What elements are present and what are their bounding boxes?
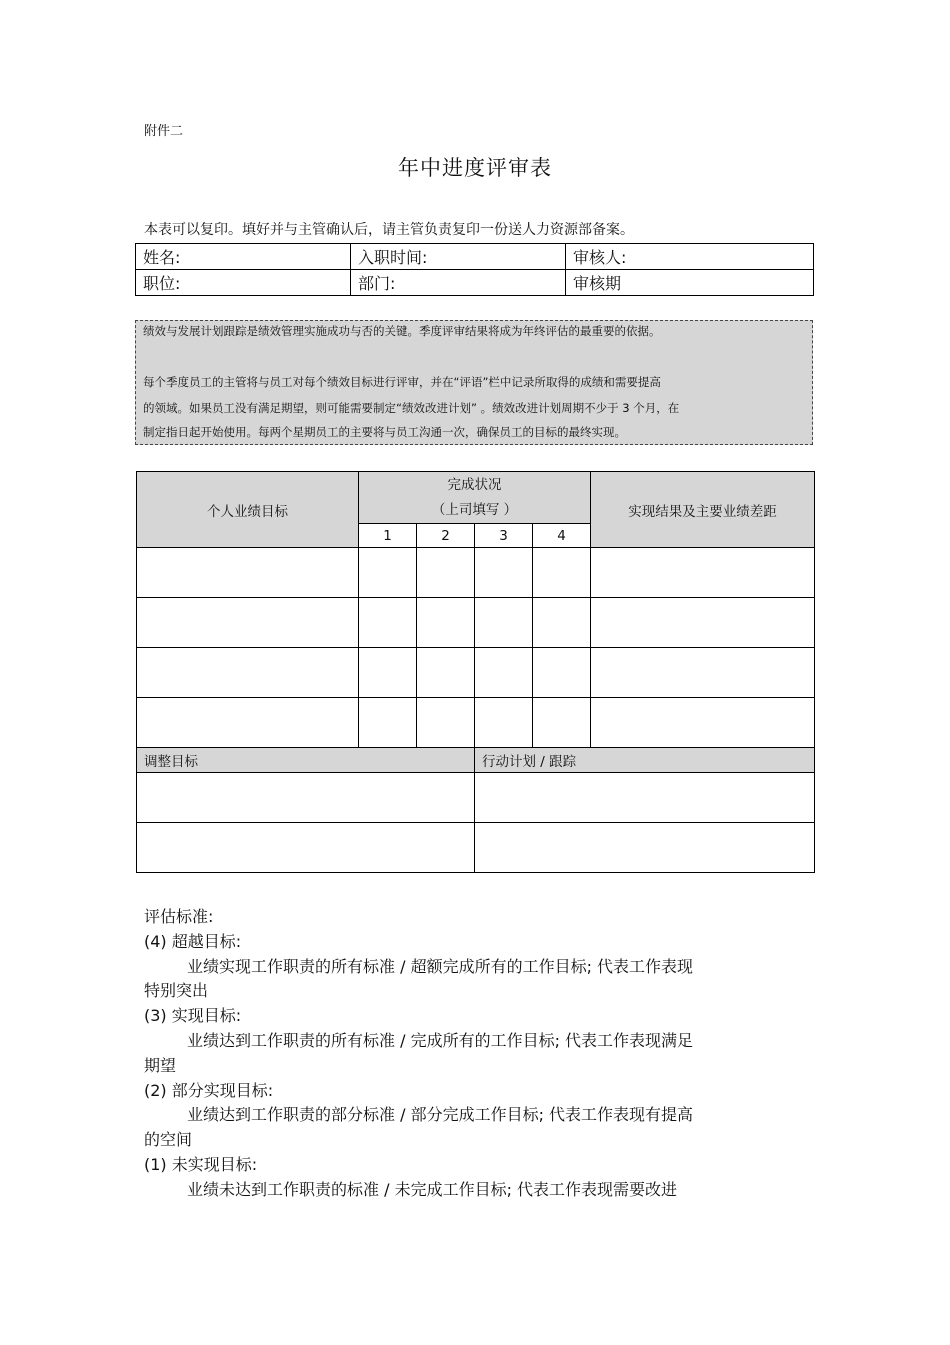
result-cell[interactable] [591,648,815,698]
rating-header: 1 [359,524,417,548]
rating-cell[interactable] [359,648,417,698]
action-plan-header: 行动计划 / 跟踪 [475,748,815,773]
criterion-2-cont: 的空间 [144,1130,193,1150]
table-row [137,773,815,823]
goal-column-header: 个人业绩目标 [137,472,359,548]
criterion-1-desc: 业绩未达到工作职责的标准 / 未完成工作目标; 代表工作表现需要改进 [187,1179,678,1199]
goal-cell[interactable] [137,548,359,598]
rating-cell[interactable] [533,598,591,648]
note-line: 绩效与发展计划跟踪是绩效管理实施成功与否的关键。季度评审结果将成为年终评估的最重要的依据。 [143,324,661,338]
adjust-goal-header: 调整目标 [137,748,475,773]
rating-cell[interactable] [359,548,417,598]
result-cell[interactable] [591,698,815,748]
rating-cell[interactable] [475,648,533,698]
status-subtitle: （上司填写 ） [431,501,518,518]
table-row [137,648,815,698]
adjust-goal-cell[interactable] [137,773,475,823]
rating-header: 2 [417,524,475,548]
criterion-2-title: (2) 部分实现目标: [144,1080,274,1100]
goal-cell[interactable] [137,648,359,698]
action-plan-cell[interactable] [475,823,815,873]
criterion-2-desc: 业绩达到工作职责的部分标准 / 部分完成工作目标; 代表工作表现有提高 [187,1105,694,1125]
rating-cell[interactable] [417,598,475,648]
rating-cell[interactable] [533,648,591,698]
goals-table [136,471,815,873]
rating-header: 3 [475,524,533,548]
note-line: 每个季度员工的主管将与员工对每个绩效目标进行评审，并在“评语”栏中记录所取得的成绩和需要提高 [143,375,661,389]
note-line: 的领域。如果员工没有满足期望，则可能需要制定“绩效改进计划” 。绩效改进计划周期不少于 3 个月，在 [143,401,680,415]
criterion-1-title: (1) 未实现目标: [144,1154,258,1174]
position-field[interactable]: 职位: [136,270,351,296]
rating-cell[interactable] [475,598,533,648]
criterion-3-title: (3) 实现目标: [144,1006,242,1026]
result-cell[interactable] [591,548,815,598]
table-row [137,823,815,873]
attachment-label: 附件二 [144,124,184,139]
status-column-header [359,472,591,524]
reviewer-field[interactable]: 审核人: [566,244,814,270]
rating-cell[interactable] [475,698,533,748]
result-column-header: 实现结果及主要业绩差距 [591,472,815,548]
criteria-heading: 评估标准: [144,907,214,926]
name-field[interactable]: 姓名: [136,244,351,270]
rating-cell[interactable] [359,698,417,748]
department-field[interactable]: 部门: [351,270,566,296]
note-line: 制定指日起开始使用。每两个星期员工的主要将与员工沟通一次，确保员工的目标的最终实现。 [143,425,626,439]
result-cell[interactable] [591,598,815,648]
table-row [137,698,815,748]
goal-cell[interactable] [137,598,359,648]
criterion-3-desc: 业绩达到工作职责的所有标准 / 完成所有的工作目标; 代表工作表现满足 [187,1030,694,1050]
evaluation-criteria [144,905,814,1203]
page-title: 年中进度评审表 [398,156,552,180]
rating-cell[interactable] [417,548,475,598]
table-row [137,548,815,598]
criterion-4-desc: 业绩实现工作职责的所有标准 / 超额完成所有的工作目标; 代表工作表现 [187,956,694,976]
adjust-goal-cell[interactable] [137,823,475,873]
review-period-field[interactable]: 审核期 [566,270,814,296]
rating-cell[interactable] [417,648,475,698]
criterion-3-cont: 期望 [144,1055,177,1075]
rating-cell[interactable] [475,548,533,598]
employee-info-table [135,243,814,296]
rating-cell[interactable] [533,548,591,598]
hire-date-field[interactable]: 入职时间: [351,244,566,270]
goal-cell[interactable] [137,698,359,748]
rating-cell[interactable] [417,698,475,748]
rating-cell[interactable] [359,598,417,648]
criterion-4-title: (4) 超越目标: [144,931,242,951]
rating-cell[interactable] [533,698,591,748]
instruction-text: 本表可以复印。填好并与主管确认后，请主管负责复印一份送人力资源部备案。 [144,222,634,238]
guidance-note [135,320,813,445]
status-title: 完成状况 [447,476,502,493]
criterion-4-cont: 特别突出 [144,981,209,1001]
table-row [137,598,815,648]
rating-header: 4 [533,524,591,548]
action-plan-cell[interactable] [475,773,815,823]
